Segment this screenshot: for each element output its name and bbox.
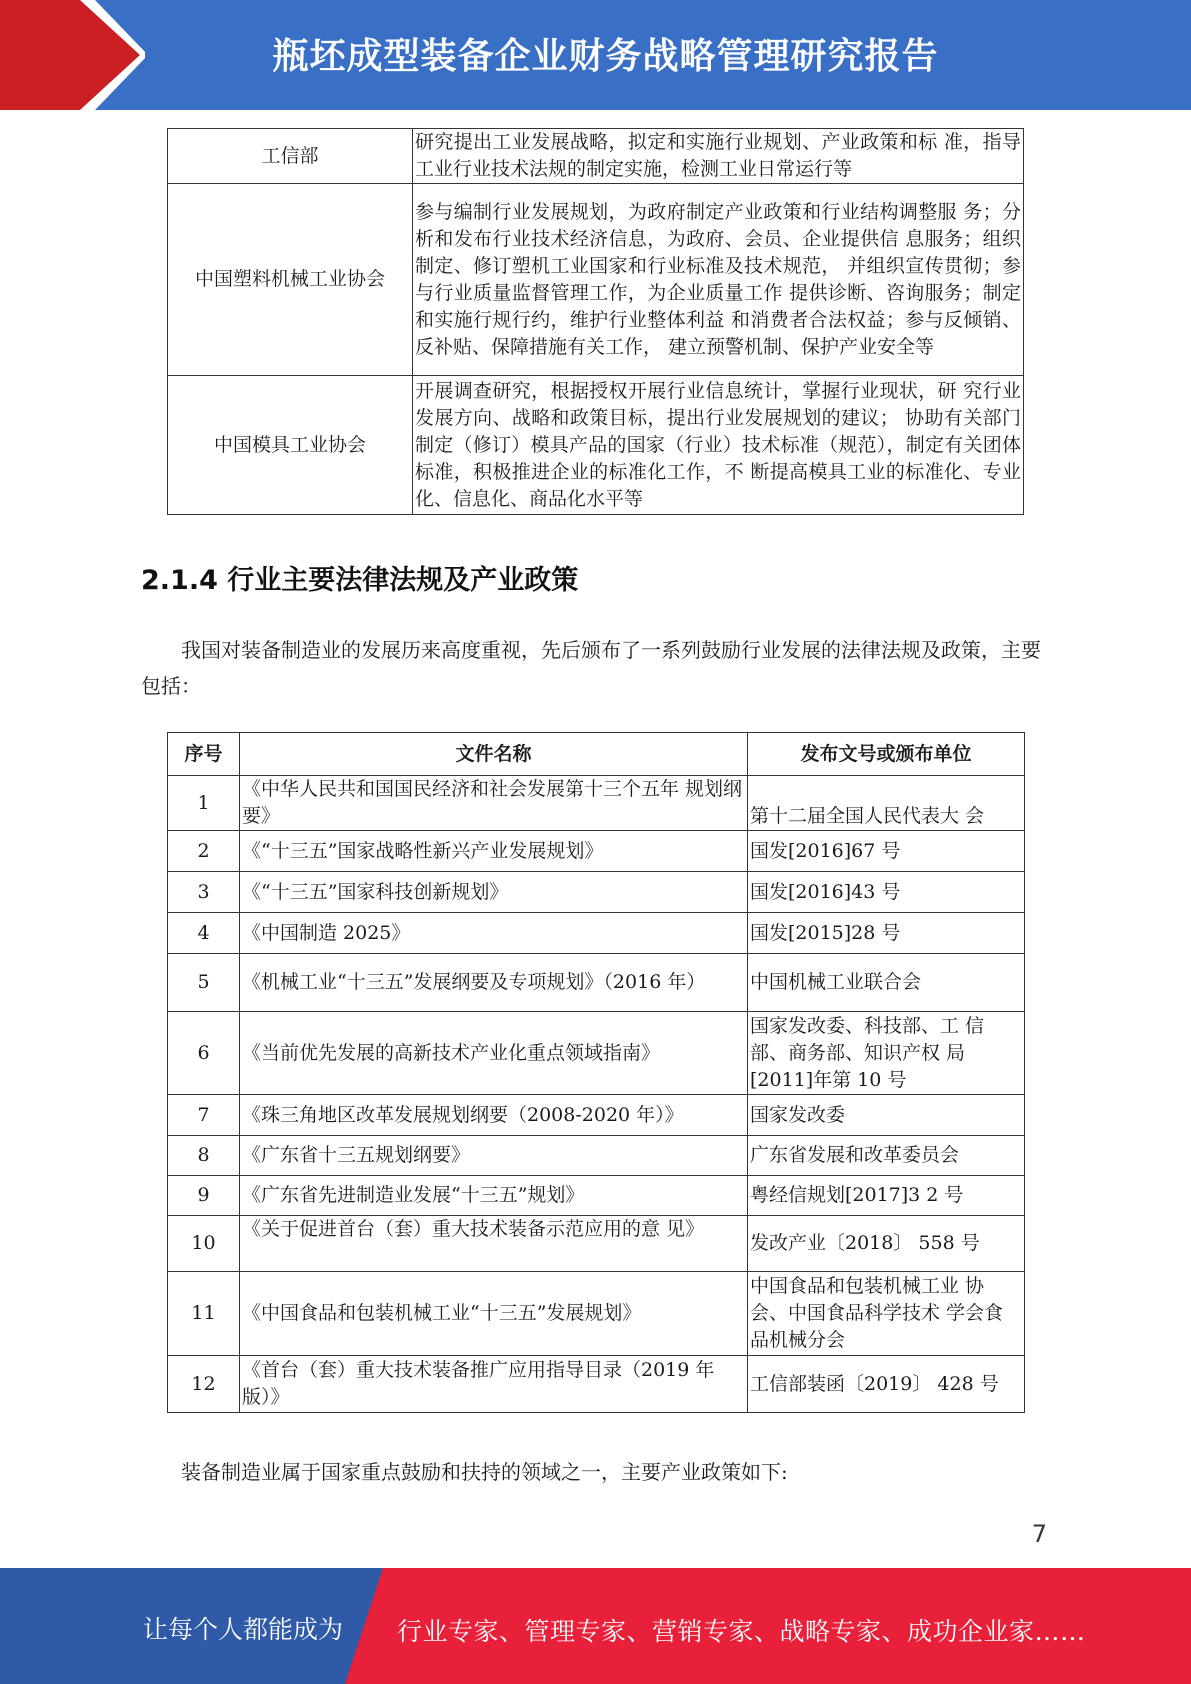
publisher: 国发[2016]43 号 (748, 872, 1025, 913)
column-header-document: 文件名称 (240, 733, 748, 776)
table-row (168, 129, 1024, 184)
table-row (168, 1095, 1025, 1136)
publisher: 国发[2016]67 号 (748, 831, 1025, 872)
row-number: 9 (168, 1176, 240, 1216)
org-description: 开展调查研究，根据授权开展行业信息统计，掌握行业现状，研 究行业发展方向、战略和政策目标，提出行业发展规划的建议； 协助有关部门制定（修订）模具产品的国家（行业）技术标准（规范），制定有关团体标准，积极推进企业的标准化工作，不 断提高模具工业的标准化、专业化、信息化、商品化水平等 (413, 376, 1024, 515)
page-header (0, 0, 1191, 110)
row-number: 6 (168, 1012, 240, 1095)
table-row (168, 776, 1025, 831)
publisher: 中国机械工业联合会 (748, 954, 1025, 1012)
row-number: 5 (168, 954, 240, 1012)
row-number: 1 (168, 776, 240, 831)
intro-paragraph: 我国对装备制造业的发展历来高度重视，先后颁布了一系列鼓励行业发展的法律法规及政策，主要包括： (141, 638, 1041, 698)
column-header-publisher: 发布文号或颁布单位 (748, 733, 1025, 776)
document-name: 《当前优先发展的高新技术产业化重点领域指南》 (240, 1012, 748, 1095)
document-name: 《珠三角地区改革发展规划纲要（2008-2020 年）》 (240, 1095, 748, 1136)
publisher: 广东省发展和改革委员会 (748, 1136, 1025, 1176)
org-description: 研究提出工业发展战略，拟定和实施行业规划、产业政策和标 准，指导工业行业技术法规的制定实施，检测工业日常运行等 (413, 129, 1024, 184)
table-row (168, 1176, 1025, 1216)
document-name: 《关于促进首台（套）重大技术装备示范应用的意 见》 (240, 1216, 748, 1272)
org-name: 工信部 (168, 129, 413, 184)
publisher: 中国食品和包装机械工业 协会、中国食品科学技术 学会食品机械分会 (748, 1272, 1025, 1356)
publisher: 粤经信规划[2017]3 2 号 (748, 1176, 1025, 1216)
row-number: 7 (168, 1095, 240, 1136)
row-number: 2 (168, 831, 240, 872)
section-heading: 2.1.4 行业主要法律法规及产业政策 (141, 565, 579, 596)
table-row (168, 872, 1025, 913)
row-number: 3 (168, 872, 240, 913)
table-header-row (168, 733, 1025, 776)
org-description: 参与编制行业发展规划，为政府制定产业政策和行业结构调整服 务；分析和发布行业技术经济信息，为政府、会员、企业提供信 息服务；组织制定、修订塑机工业国家和行业标准及技术规范， 并组织宣传贯彻；参与行业质量监督管理工作，为企业质量工作 提供诊断、咨询服务；制定和实施行规行约，维护行业整体利益 和消费者合法权益；参与反倾销、反补贴、保障措施有关工作， 建立预警机制、保护产业安全等 (413, 184, 1024, 376)
document-name: 《广东省先进制造业发展“十三五”规划》 (240, 1176, 748, 1216)
org-name: 中国模具工业协会 (168, 376, 413, 515)
table-row (168, 184, 1024, 376)
table-row (168, 954, 1025, 1012)
report-title: 瓶坯成型装备企业财务战略管理研究报告 (272, 36, 939, 77)
page-number: 7 (1031, 1520, 1047, 1548)
table-row (168, 831, 1025, 872)
policy-documents-table (167, 732, 1025, 1413)
table-row (168, 913, 1025, 954)
publisher: 工信部装函〔2019〕 428 号 (748, 1356, 1025, 1413)
document-name: 《中华人民共和国国民经济和社会发展第十三个五年 规划纲要》 (240, 776, 748, 831)
row-number: 10 (168, 1216, 240, 1272)
publisher: 发改产业〔2018〕 558 号 (748, 1216, 1025, 1272)
publisher: 国家发改委、科技部、工 信部、商务部、知识产权 局[2011]年第 10 号 (748, 1012, 1025, 1095)
document-name: 《广东省十三五规划纲要》 (240, 1136, 748, 1176)
table-row (168, 376, 1024, 515)
publisher: 国家发改委 (748, 1095, 1025, 1136)
footer-slogan-right: 行业专家、管理专家、营销专家、战略专家、成功企业家…… (397, 1617, 1086, 1646)
publisher: 第十二届全国人民代表大 会 (748, 776, 1025, 831)
table-row (168, 1216, 1025, 1272)
document-name: 《中国食品和包装机械工业“十三五”发展规划》 (240, 1272, 748, 1356)
document-name: 《首台（套）重大技术装备推广应用指导目录（2019 年版）》 (240, 1356, 748, 1413)
row-number: 4 (168, 913, 240, 954)
organization-table (167, 128, 1024, 515)
publisher: 国发[2015]28 号 (748, 913, 1025, 954)
document-name: 《“十三五”国家战略性新兴产业发展规划》 (240, 831, 748, 872)
row-number: 12 (168, 1356, 240, 1413)
footer-slogan-left: 让每个人都能成为 (143, 1615, 344, 1644)
org-name: 中国塑料机械工业协会 (168, 184, 413, 376)
document-name: 《“十三五”国家科技创新规划》 (240, 872, 748, 913)
row-number: 11 (168, 1272, 240, 1356)
document-name: 《机械工业“十三五”发展纲要及专项规划》（2016 年） (240, 954, 748, 1012)
table-row (168, 1272, 1025, 1356)
column-header-number: 序号 (168, 733, 240, 776)
table-row (168, 1356, 1025, 1413)
row-number: 8 (168, 1136, 240, 1176)
table-row (168, 1012, 1025, 1095)
page-footer (0, 1568, 1191, 1684)
table-row (168, 1136, 1025, 1176)
closing-paragraph: 装备制造业属于国家重点鼓励和扶持的领域之一，主要产业政策如下: (181, 1460, 788, 1484)
document-name: 《中国制造 2025》 (240, 913, 748, 954)
